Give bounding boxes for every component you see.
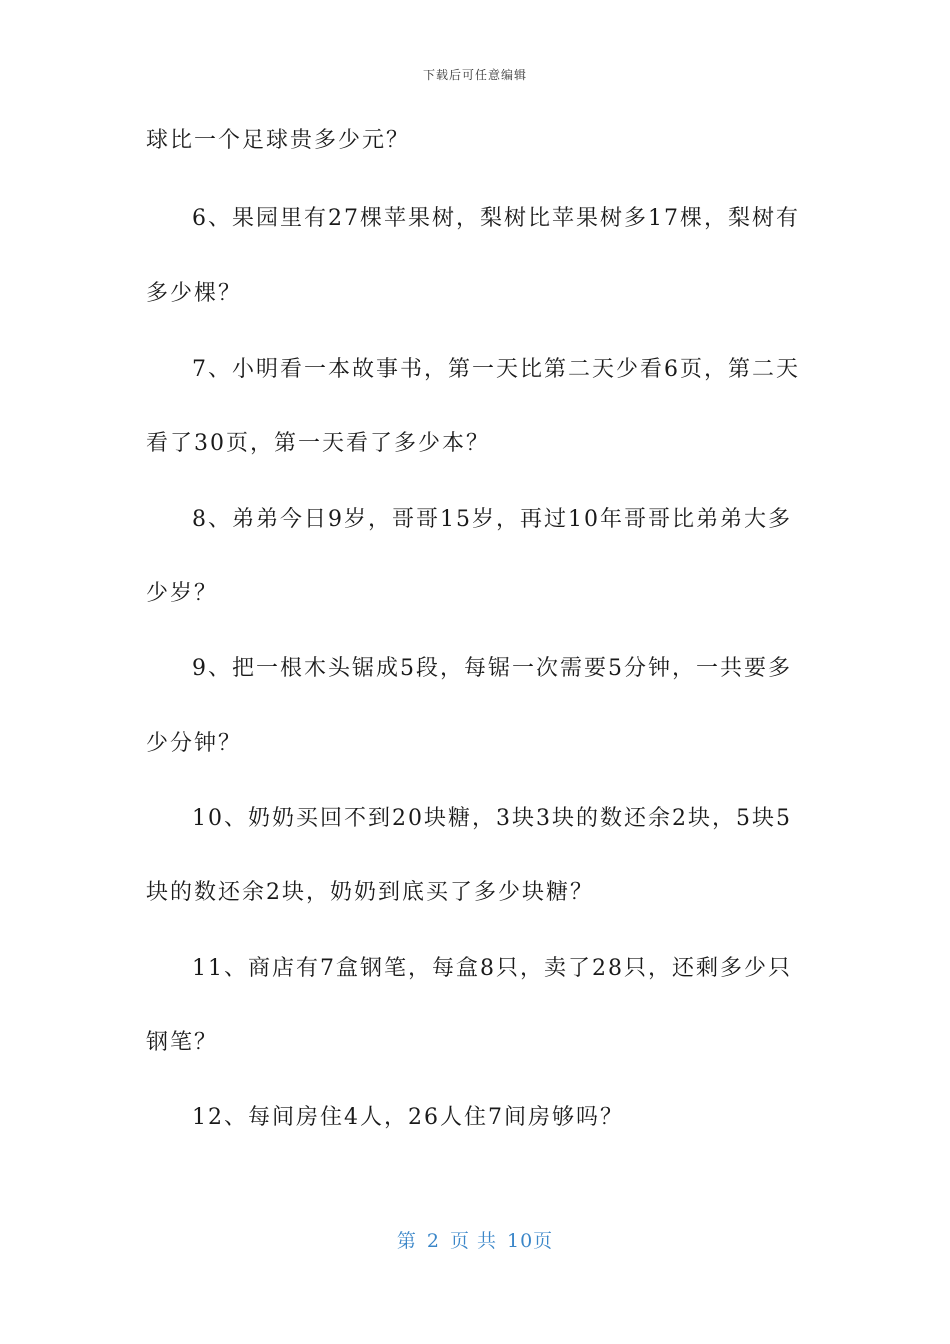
question-10-line-2: 块的数还余2块，奶奶到底买了多少块糖？	[146, 880, 594, 905]
question-11-line-2: 钢笔？	[146, 1030, 219, 1055]
footer-page-label: 第	[396, 1230, 417, 1252]
question-9-line-2: 少分钟？	[146, 731, 243, 756]
question-7-line-1: 7、小明看一本故事书，第一天比第二天少看6页，第二天	[192, 357, 800, 382]
page-footer	[0, 1226, 950, 1253]
question-10-line-1: 10、奶奶买回不到20块糖，3块3块的数还余2块，5块5	[192, 806, 792, 831]
question-12-line-1: 12、每间房住4人，26人住7间房够吗？	[192, 1105, 624, 1130]
footer-total-pages: 10页	[506, 1230, 554, 1252]
footer-of-label: 页 共	[449, 1230, 497, 1252]
question-9-line-1: 9、把一根木头锯成5段，每锯一次需要5分钟，一共要多	[192, 656, 792, 681]
footer-current-page: 2	[426, 1230, 440, 1252]
page-header: 下载后可任意编辑	[422, 68, 527, 82]
question-7-line-2: 看了30页，第一天看了多少本？	[146, 431, 490, 456]
question-8-line-1: 8、弟弟今日9岁，哥哥15岁，再过10年哥哥比弟弟大多	[192, 507, 792, 532]
question-6-line-2: 多少棵？	[146, 281, 243, 306]
question-11-line-1: 11、商店有7盒钢笔，每盒8只，卖了28只，还剩多少只	[192, 956, 792, 981]
question-6-line-1: 6、果园里有27棵苹果树，梨树比苹果树多17棵，梨树有	[192, 206, 800, 231]
question-8-line-2: 少岁？	[146, 581, 219, 606]
text-line-1: 球比一个足球贵多少元？	[146, 128, 411, 153]
